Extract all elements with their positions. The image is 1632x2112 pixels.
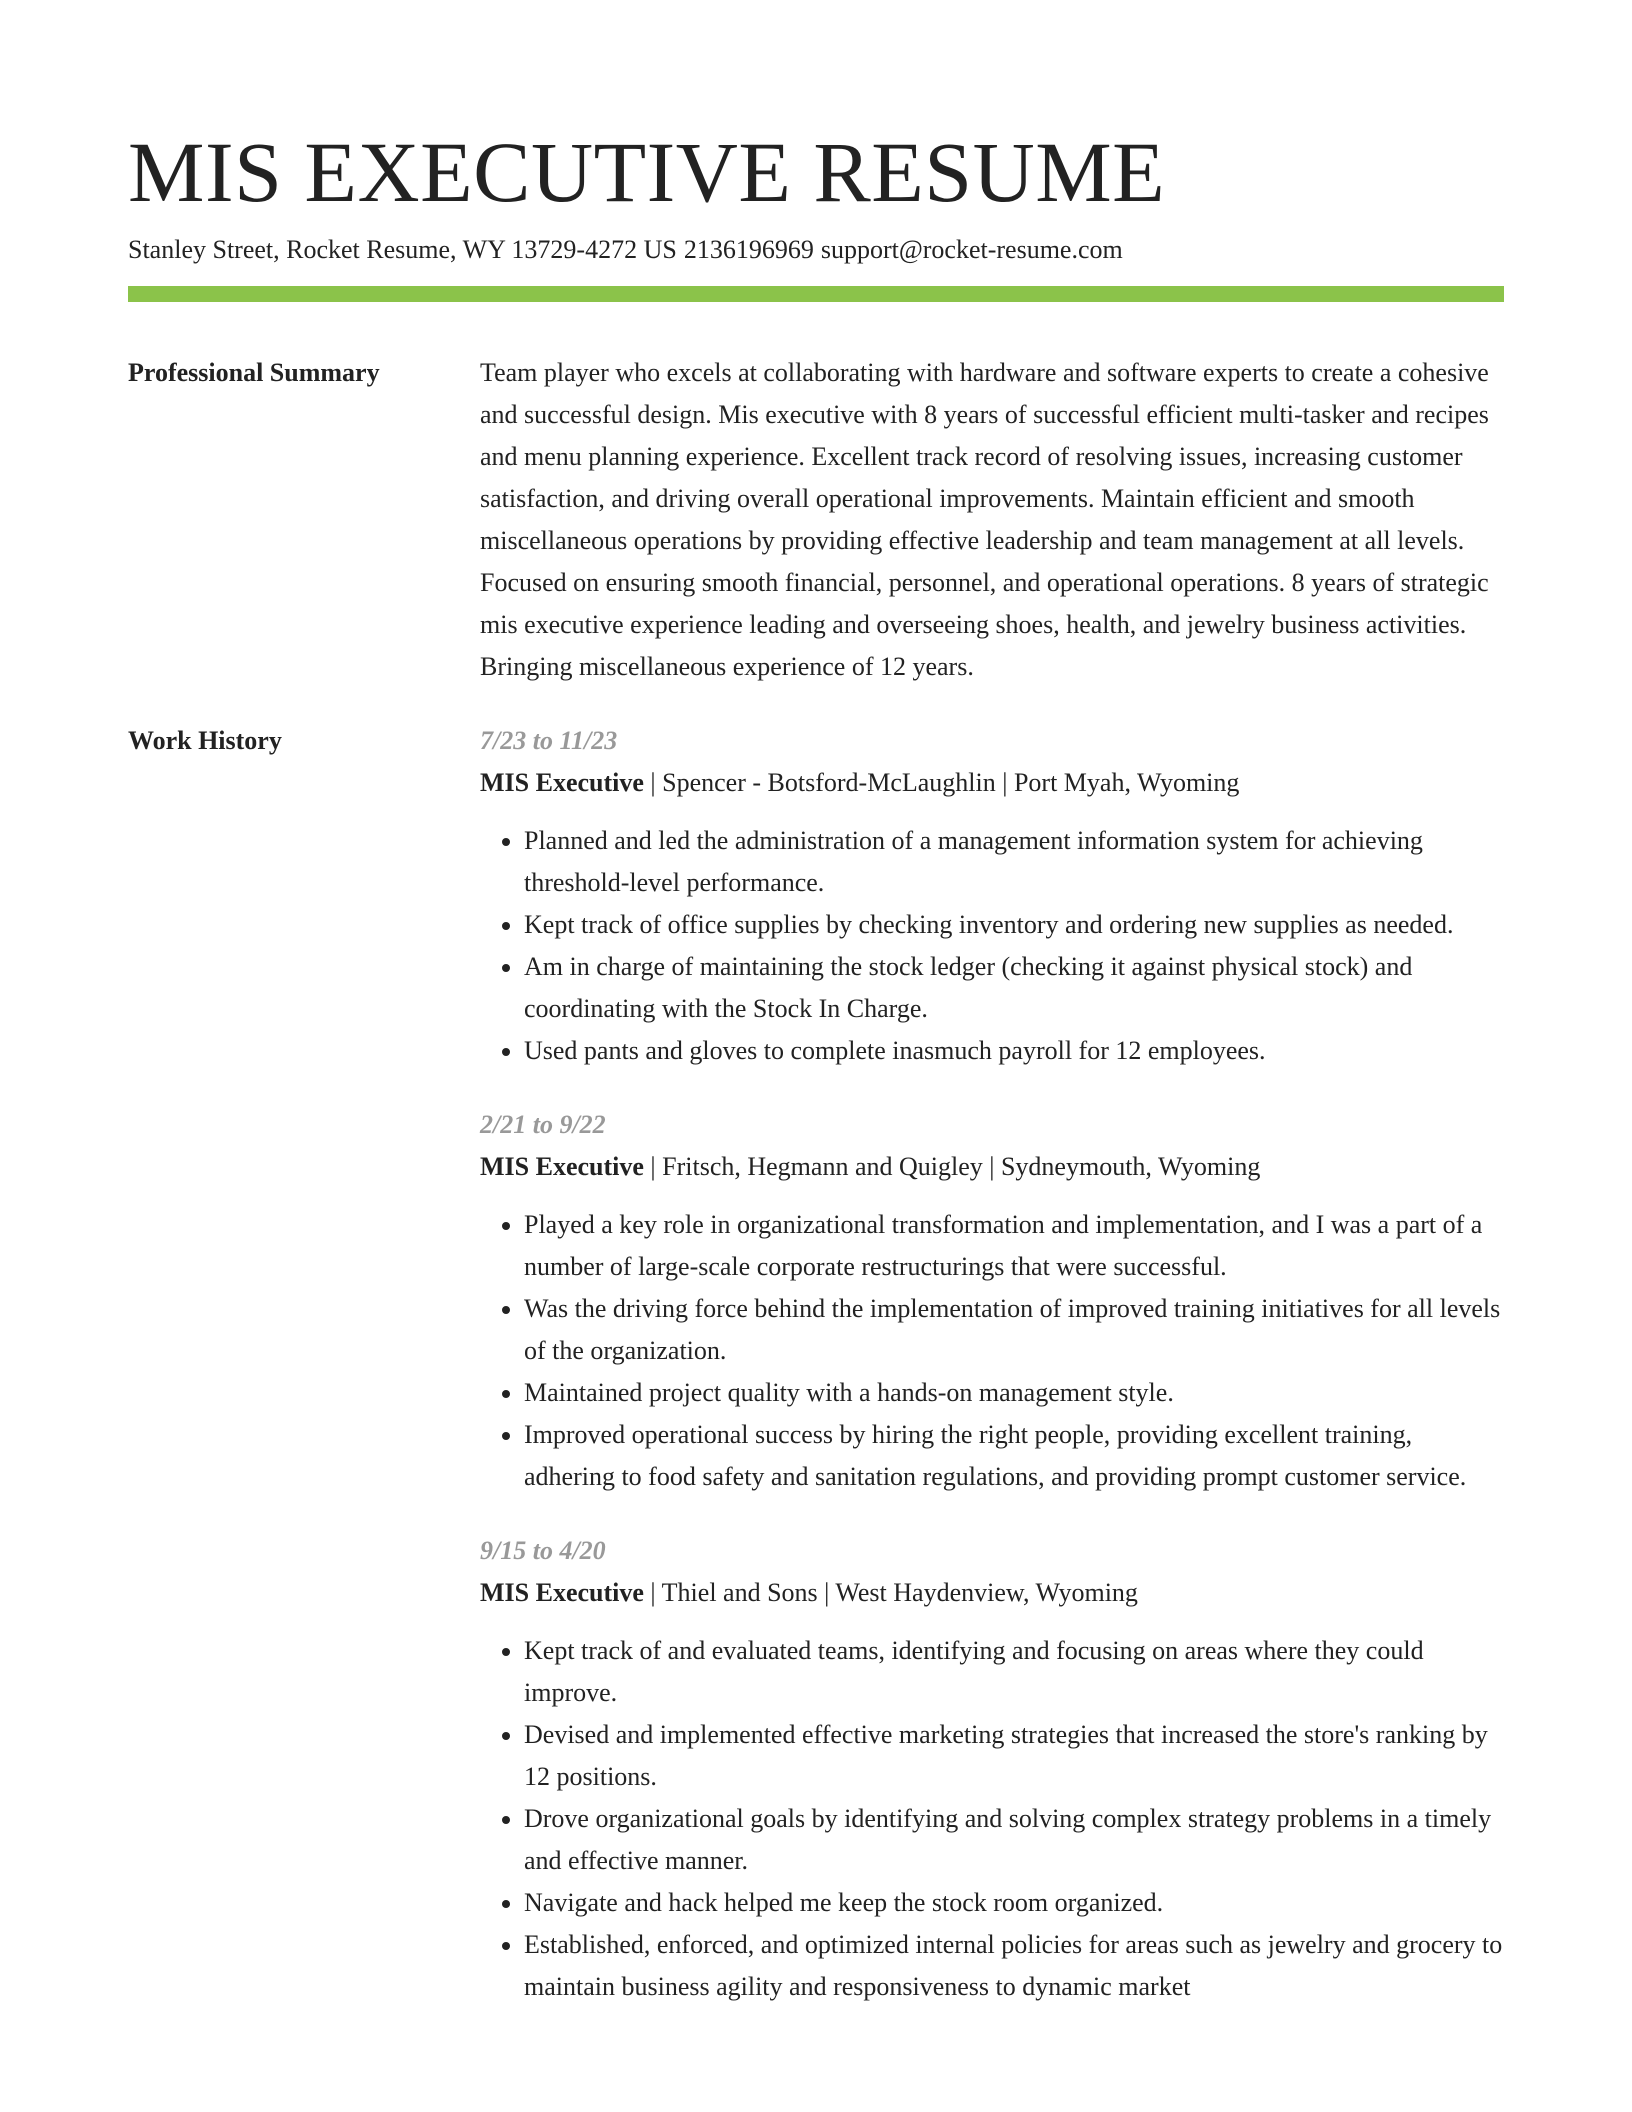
job-title: MIS Executive (480, 1578, 644, 1607)
job-bullet: • Established, enforced, and optimized internal policies for areas such as jewelry and grocery to maintain business agility and responsiveness to dynamic market (524, 1924, 1504, 2008)
summary-text: Team player who excels at collaborating with hardware and software experts to create a cohesive and successful design. Mis executive with 8 years of successful efficient multi-tasker and recipes and menu planning experience. Excellent track record of resolving issues, increasing customer satisfaction, and driving overall operational improvements. Maintain efficient and smooth miscellaneous operations by providing effective leadership and team management at all levels. Focused on ensuring smooth financial, personnel, and operational operations. 8 years of strategic mis executive experience leading and overseeing shoes, health, and jewelry business activities. Bringing miscellaneous experience of 12 years. (480, 358, 1489, 681)
job-bullet: • Used pants and gloves to complete inasmuch payroll for 12 employees. (524, 1030, 1504, 1072)
job-company: Fritsch, Hegmann and Quigley (662, 1152, 983, 1181)
job-bullet: • Kept track of and evaluated teams, identifying and focusing on areas where they could improve. (524, 1630, 1504, 1714)
contact-phone: 2136196969 (683, 235, 814, 264)
job-company: Spencer - Botsford-McLaughlin (662, 768, 996, 797)
contact-email: support@rocket-resume.com (820, 235, 1123, 264)
header-accent-rule (128, 286, 1504, 302)
job-title: MIS Executive (480, 768, 644, 797)
job-title-line (480, 1572, 1504, 1614)
job-company: Thiel and Sons (661, 1578, 818, 1607)
job-bullet: • Improved operational success by hiring the right people, providing excellent training, adhering to food safety and sanitation regulations, and providing prompt customer service. (524, 1414, 1504, 1498)
job-bullet-list (480, 1204, 1504, 1498)
professional-summary-section (128, 352, 1504, 688)
job-dates: 9/15 to 4/20 (480, 1536, 606, 1565)
job-separator: | (989, 1152, 995, 1181)
job-bullet: • Maintained project quality with a hands-on management style. (524, 1372, 1504, 1414)
job-bullet: • Was the driving force behind the implementation of improved training initiatives for all levels of the organization. (524, 1288, 1504, 1372)
section-label-summary: Professional Summary (128, 358, 380, 387)
job-entry (480, 720, 1504, 1072)
job-separator: | (650, 1152, 656, 1181)
job-location: Sydneymouth, Wyoming (1000, 1152, 1261, 1181)
job-bullet-list (480, 1630, 1504, 2008)
job-location: Port Myah, Wyoming (1013, 768, 1240, 797)
job-entry (480, 1530, 1504, 2008)
job-bullet: • Played a key role in organizational transformation and implementation, and I was a part of a number of large-scale corporate restructurings that were successful. (524, 1204, 1504, 1288)
resume-page (128, 0, 1504, 2040)
job-bullet: • Drove organizational goals by identifying and solving complex strategy problems in a timely and effective manner. (524, 1798, 1504, 1882)
job-bullet-list (480, 820, 1504, 1072)
job-title-line (480, 1146, 1504, 1188)
job-entry (480, 1104, 1504, 1498)
resume-title: MIS EXECUTIVE RESUME (128, 124, 1166, 220)
work-history-section (128, 720, 1504, 2040)
job-bullet: • Planned and led the administration of a management information system for achieving threshold-level performance. (524, 820, 1504, 904)
work-history-body (480, 720, 1504, 2040)
job-separator: | (650, 768, 656, 797)
job-location: West Haydenview, Wyoming (835, 1578, 1138, 1607)
summary-body (480, 352, 1504, 688)
contact-address: Stanley Street, Rocket Resume, WY 13729-4272 US (128, 235, 677, 264)
section-label-work-history: Work History (128, 726, 282, 755)
job-separator: | (650, 1578, 656, 1607)
contact-line (128, 234, 1504, 266)
job-separator: | (824, 1578, 830, 1607)
job-title-line (480, 762, 1504, 804)
job-dates: 2/21 to 9/22 (480, 1110, 606, 1139)
job-dates: 7/23 to 11/23 (480, 726, 618, 755)
job-separator: | (1002, 768, 1008, 797)
job-bullet: • Navigate and hack helped me keep the stock room organized. (524, 1882, 1504, 1924)
job-bullet: • Kept track of office supplies by checking inventory and ordering new supplies as needed. (524, 904, 1504, 946)
job-title: MIS Executive (480, 1152, 644, 1181)
job-bullet: • Am in charge of maintaining the stock ledger (checking it against physical stock) and coordinating with the Stock In Charge. (524, 946, 1504, 1030)
job-bullet: • Devised and implemented effective marketing strategies that increased the store's ranking by 12 positions. (524, 1714, 1504, 1798)
